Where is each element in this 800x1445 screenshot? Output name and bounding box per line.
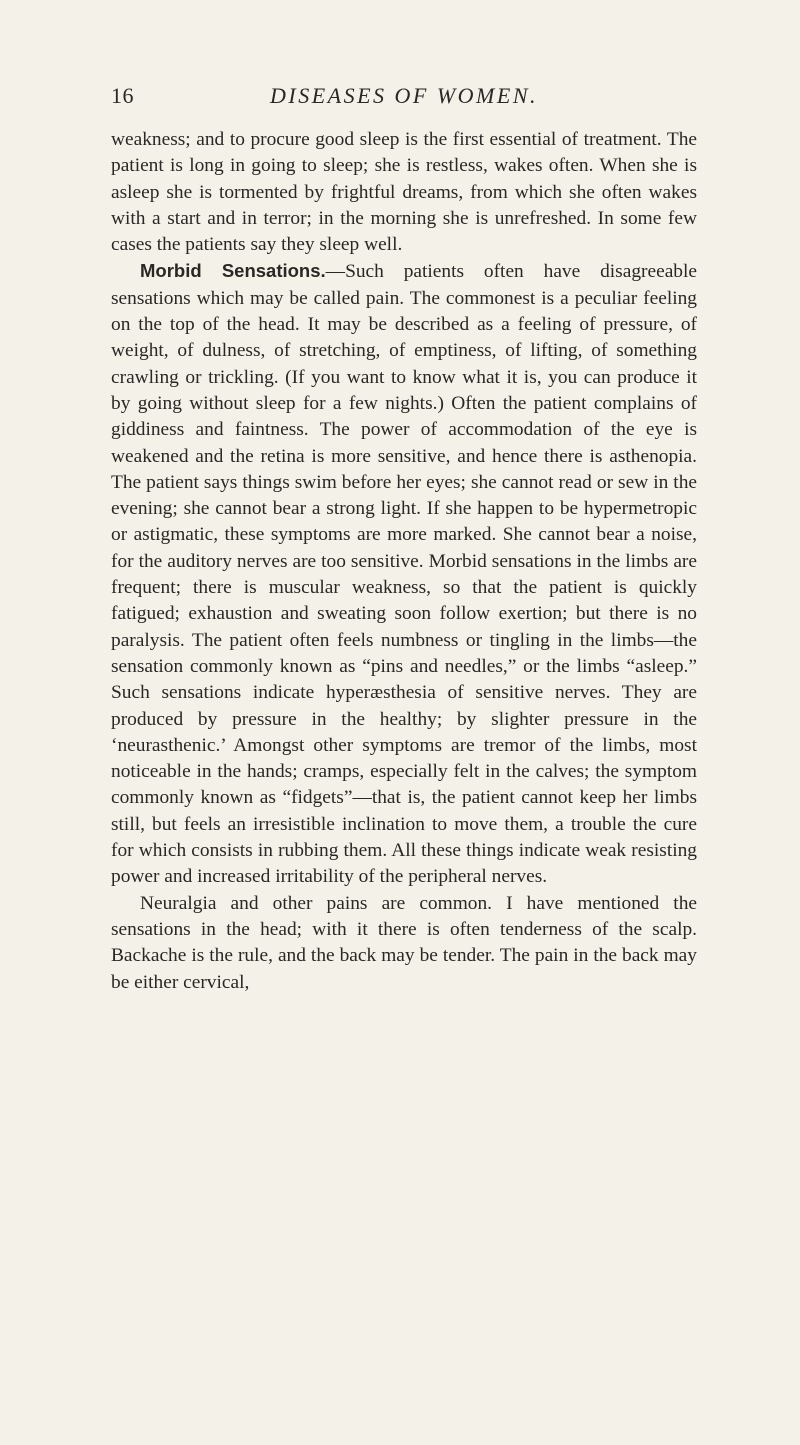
running-title: DISEASES OF WOMEN. bbox=[269, 83, 538, 108]
paragraph-text: weakness; and to procure good sleep is the first essential of treatment. The patient is long in going to sleep; she is restless, wakes often. When she is asleep she is tormented by frightful dreams, from which she often wakes with a start and in terror; in the morning she is unrefreshed. In some few cases the patients say they sleep well. bbox=[111, 129, 697, 256]
body-text bbox=[111, 127, 697, 996]
page-number: 16 bbox=[111, 83, 134, 108]
paragraph-text: —Such patients often have disagreeable sensations which may be called pain. The commonest is a peculiar feeling on the top of the head. It may be described as a feeling of pressure, of weight, of dulness, of stretching, of emptiness, of lifting, of something crawling or trickling. (If you want to know what it is, you can produce it by going without sleep for a few nights.) Often the patient complains of giddiness and faintness. The power of accommodation of the eye is weakened and the retina is more sensitive, and hence there is asthenopia. The patient says things swim before her eyes; she cannot read or sew in the evening; she cannot bear a strong light. If she happen to be hypermetropic or astigmatic, these symptoms are more marked. She cannot bear a noise, for the auditory nerves are too sensitive. Morbid sensations in the limbs are frequent; there is muscular weakness, so that the patient is quickly fatigued; exhaustion and sweating soon follow exertion; but there is no paralysis. The patient often feels numbness or tingling in the limbs—the sensation commonly known as “pins and needles,” or the limbs “asleep.” Such sensations indicate hyperæsthesia of sensitive nerves. They are produced by pressure in the healthy; by slighter pressure in the ‘neurasthenic.’ Amongst other symptoms are tremor of the limbs, most noticeable in the hands; cramps, especially felt in the calves; the symptom commonly known as “fidgets”—that is, the patient cannot keep her limbs still, but feels an irresistible inclination to move them, a trouble the cure for which consists in rubbing them. All these things indicate weak resisting power and increased irritability of the peripheral nerves. bbox=[111, 261, 698, 888]
paragraph-morbid-sensations bbox=[111, 258, 697, 890]
paragraph-text: Neuralgia and other pains are common. I have mentioned the sensations in the head; with it there is often tenderness of the scalp. Backache is the rule, and the back may be tender. The pain in the back may be either cervical, bbox=[111, 892, 697, 993]
paragraph-sleep bbox=[111, 127, 697, 258]
section-heading: Morbid Sensations. bbox=[140, 260, 326, 282]
running-head bbox=[111, 83, 697, 113]
paragraph-neuralgia bbox=[111, 891, 697, 996]
